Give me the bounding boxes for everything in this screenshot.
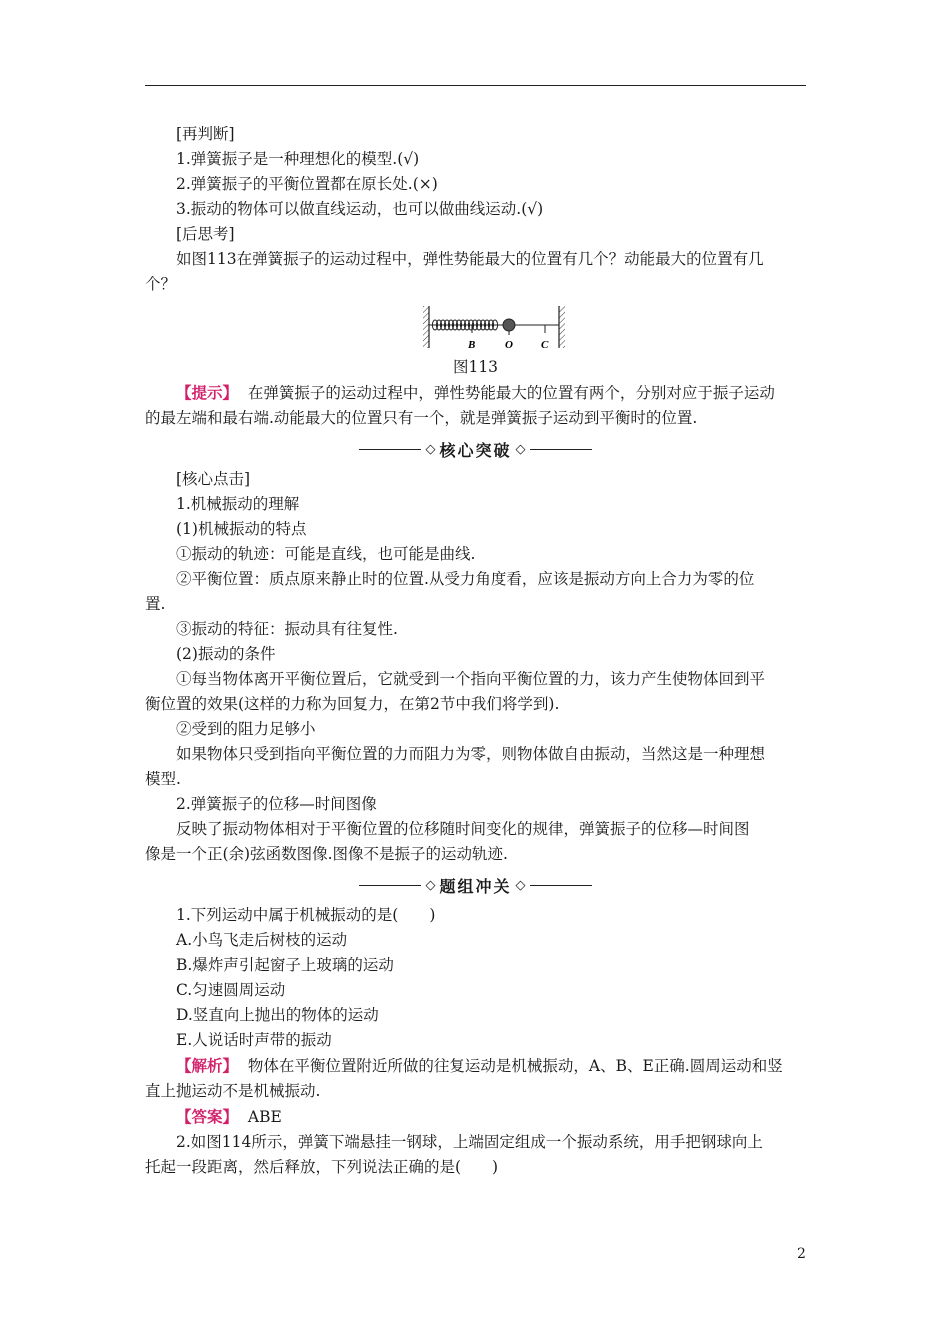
- label-c: C: [541, 339, 549, 351]
- review-heading: [再判断]: [176, 125, 235, 143]
- core-paragraph: ②平衡位置：质点原来静止时的位置.从受力角度看，应该是振动方向上合力为零的位: [176, 570, 755, 588]
- figure-caption: 图113: [452, 358, 499, 376]
- divider: [530, 449, 592, 450]
- diamond-icon: ◇: [425, 877, 436, 893]
- hint-cont: 的最左端和最右端.动能最大的位置只有一个，就是弹簧振子运动到平衡时的位置.: [145, 409, 698, 427]
- spring-oscillator-diagram: [421, 303, 571, 355]
- review-item: 1.弹簧振子是一种理想化的模型.(√): [176, 150, 420, 168]
- option-d: D.竖直向上抛出的物体的运动: [176, 1006, 379, 1024]
- divider: [359, 449, 421, 450]
- answer-tag: 【答案】: [176, 1107, 239, 1126]
- analysis-paragraph: [145, 1053, 806, 1079]
- oscillator-ball: [503, 319, 515, 331]
- core-paragraph-cont: 模型.: [145, 770, 181, 788]
- option-b: B.爆炸声引起窗子上玻璃的运动: [176, 956, 394, 974]
- hint-text: 在弹簧振子的运动过程中，弹性势能最大的位置有两个，分别对应于振子运动: [247, 384, 775, 402]
- option-c: C.匀速圆周运动: [176, 981, 286, 999]
- core-paragraph-cont: 置.: [145, 595, 166, 613]
- analysis-tag: 【解析】: [176, 1056, 239, 1075]
- core-paragraph-cont: 像是一个正(余)弦函数图像.图像不是振子的运动轨迹.: [145, 845, 508, 863]
- label-b: B: [468, 339, 476, 351]
- page-content: [145, 122, 806, 1180]
- figure-113: [145, 303, 806, 355]
- core-paragraph-cont: 衡位置的效果(这样的力称为回复力，在第2节中我们将学到).: [145, 695, 560, 713]
- analysis-text: 物体在平衡位置附近所做的往复运动是机械振动，A、B、E正确.圆周运动和竖: [247, 1057, 783, 1075]
- option-a: A.小鸟飞走后树枝的运动: [176, 931, 348, 949]
- answer-text: ABE: [247, 1108, 282, 1126]
- divider: [359, 885, 421, 886]
- core-paragraph: ①振动的轨迹：可能是直线，也可能是曲线.: [176, 545, 476, 563]
- core-paragraph: (2)振动的条件: [176, 645, 276, 663]
- label-o: O: [505, 339, 513, 351]
- question-2: 2.如图114所示，弹簧下端悬挂一钢球，上端固定组成一个振动系统，用手把钢球向上: [176, 1133, 763, 1151]
- option-e: E.人说话时声带的振动: [176, 1031, 332, 1049]
- section-title: 题组冲关: [439, 876, 512, 896]
- think-question: 如图113在弹簧振子的运动过程中，弹性势能最大的位置有几个？动能最大的位置有几: [176, 250, 764, 268]
- core-paragraph: 如果物体只受到指向平衡位置的力而阻力为零，则物体做自由振动，当然这是一种理想: [176, 745, 766, 763]
- answer-paragraph: [145, 1104, 806, 1130]
- core-paragraph: 2.弹簧振子的位移—时间图像: [176, 795, 377, 813]
- header-rule: [145, 85, 806, 86]
- page-number: 2: [797, 1246, 806, 1262]
- core-paragraph: (1)机械振动的特点: [176, 520, 307, 538]
- left-wall: [423, 306, 429, 348]
- review-item: 2.弹簧振子的平衡位置都在原长处.(×): [176, 175, 438, 193]
- review-item: 3.振动的物体可以做直线运动，也可以做曲线运动.(√): [176, 200, 544, 218]
- section-title: 核心突破: [439, 440, 512, 460]
- think-heading: [后思考]: [176, 225, 235, 243]
- question-1: 1.下列运动中属于机械振动的是( ): [176, 906, 436, 924]
- think-question-cont: 个？: [145, 275, 177, 293]
- question-2-cont: 托起一段距离，然后释放，下列说法正确的是( ): [145, 1158, 499, 1176]
- diamond-icon: ◇: [515, 441, 526, 457]
- core-paragraph: ③振动的特征：振动具有往复性.: [176, 620, 398, 638]
- section-header-practice: [145, 869, 806, 901]
- right-wall: [559, 306, 565, 348]
- hint-tag: 【提示】: [176, 383, 239, 402]
- diamond-icon: ◇: [515, 877, 526, 893]
- core-paragraph: ①每当物体离开平衡位置后，它就受到一个指向平衡位置的力，该力产生使物体回到平: [176, 670, 766, 688]
- core-paragraph: 1.机械振动的理解: [176, 495, 300, 513]
- core-heading: [核心点击]: [176, 470, 251, 488]
- hint-paragraph: [145, 380, 806, 406]
- diamond-icon: ◇: [425, 441, 436, 457]
- divider: [530, 885, 592, 886]
- core-paragraph: 反映了振动物体相对于平衡位置的位移随时间变化的规律，弹簧振子的位移—时间图: [176, 820, 750, 838]
- section-header-core: [145, 433, 806, 465]
- analysis-cont: 直上抛运动不是机械振动.: [145, 1082, 321, 1100]
- core-paragraph: ②受到的阻力足够小: [176, 720, 316, 738]
